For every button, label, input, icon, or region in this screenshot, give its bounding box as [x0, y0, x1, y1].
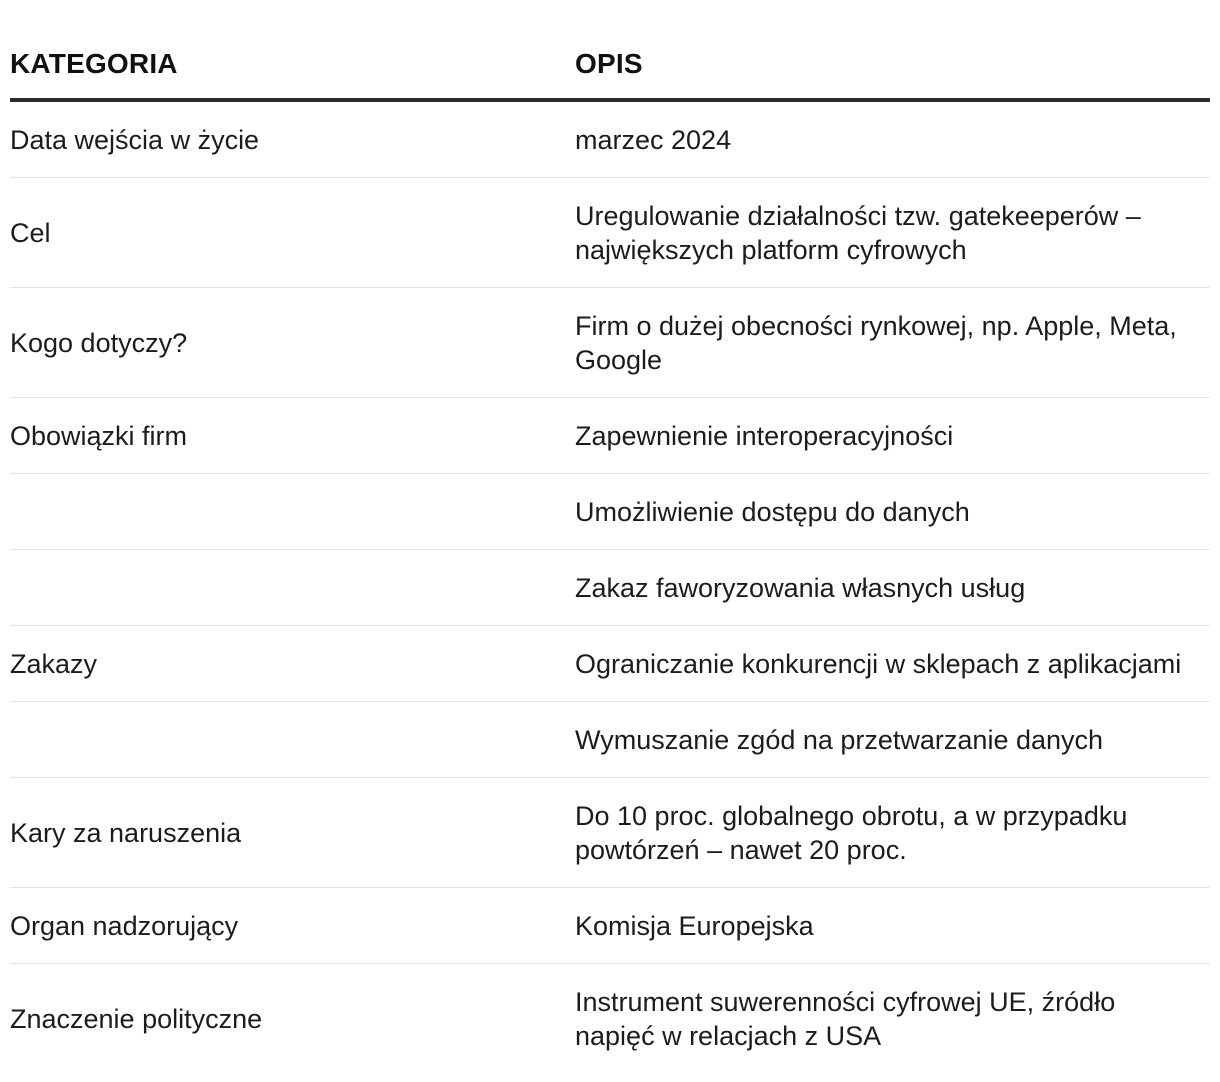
header-description: OPIS: [575, 30, 1210, 100]
row-category: Kary za naruszenia: [10, 778, 575, 888]
table-row: [10, 100, 1210, 178]
row-category: Zakazy: [10, 626, 575, 702]
row-description: marzec 2024: [575, 100, 1210, 178]
header-category: KATEGORIA: [10, 30, 575, 100]
row-category: Cel: [10, 178, 575, 288]
table-body: [10, 100, 1210, 1073]
table-row: [10, 474, 1210, 550]
row-category: [10, 702, 575, 778]
row-category: [10, 550, 575, 626]
row-description: Do 10 proc. globalnego obrotu, a w przypadku powtórzeń – nawet 20 proc.: [575, 778, 1210, 888]
row-description: Firm o dużej obecności rynkowej, np. Apple, Meta, Google: [575, 288, 1210, 398]
table-row: [10, 398, 1210, 474]
row-description: Ograniczanie konkurencji w sklepach z aplikacjami: [575, 626, 1210, 702]
row-description: Zakaz faworyzowania własnych usług: [575, 550, 1210, 626]
row-description: Uregulowanie działalności tzw. gatekeeperów – największych platform cyfrowych: [575, 178, 1210, 288]
row-category: Kogo dotyczy?: [10, 288, 575, 398]
table-row: [10, 550, 1210, 626]
table-row: [10, 626, 1210, 702]
row-category: Organ nadzorujący: [10, 888, 575, 964]
row-description: Wymuszanie zgód na przetwarzanie danych: [575, 702, 1210, 778]
header-row: [10, 30, 1210, 100]
row-category: Obowiązki firm: [10, 398, 575, 474]
row-description: Umożliwienie dostępu do danych: [575, 474, 1210, 550]
dma-summary-table-container: [10, 30, 1210, 1073]
table-row: [10, 178, 1210, 288]
row-category: [10, 474, 575, 550]
table-header: [10, 30, 1210, 100]
dma-summary-table: [10, 30, 1210, 1073]
table-row: [10, 964, 1210, 1074]
row-description: Komisja Europejska: [575, 888, 1210, 964]
row-description: Zapewnienie interoperacyjności: [575, 398, 1210, 474]
row-category: Data wejścia w życie: [10, 100, 575, 178]
row-description: Instrument suwerenności cyfrowej UE, źródło napięć w relacjach z USA: [575, 986, 1116, 1051]
table-row: [10, 702, 1210, 778]
table-row: [10, 888, 1210, 964]
row-category: Znaczenie polityczne: [10, 1003, 263, 1034]
table-row: [10, 778, 1210, 888]
table-row: [10, 288, 1210, 398]
